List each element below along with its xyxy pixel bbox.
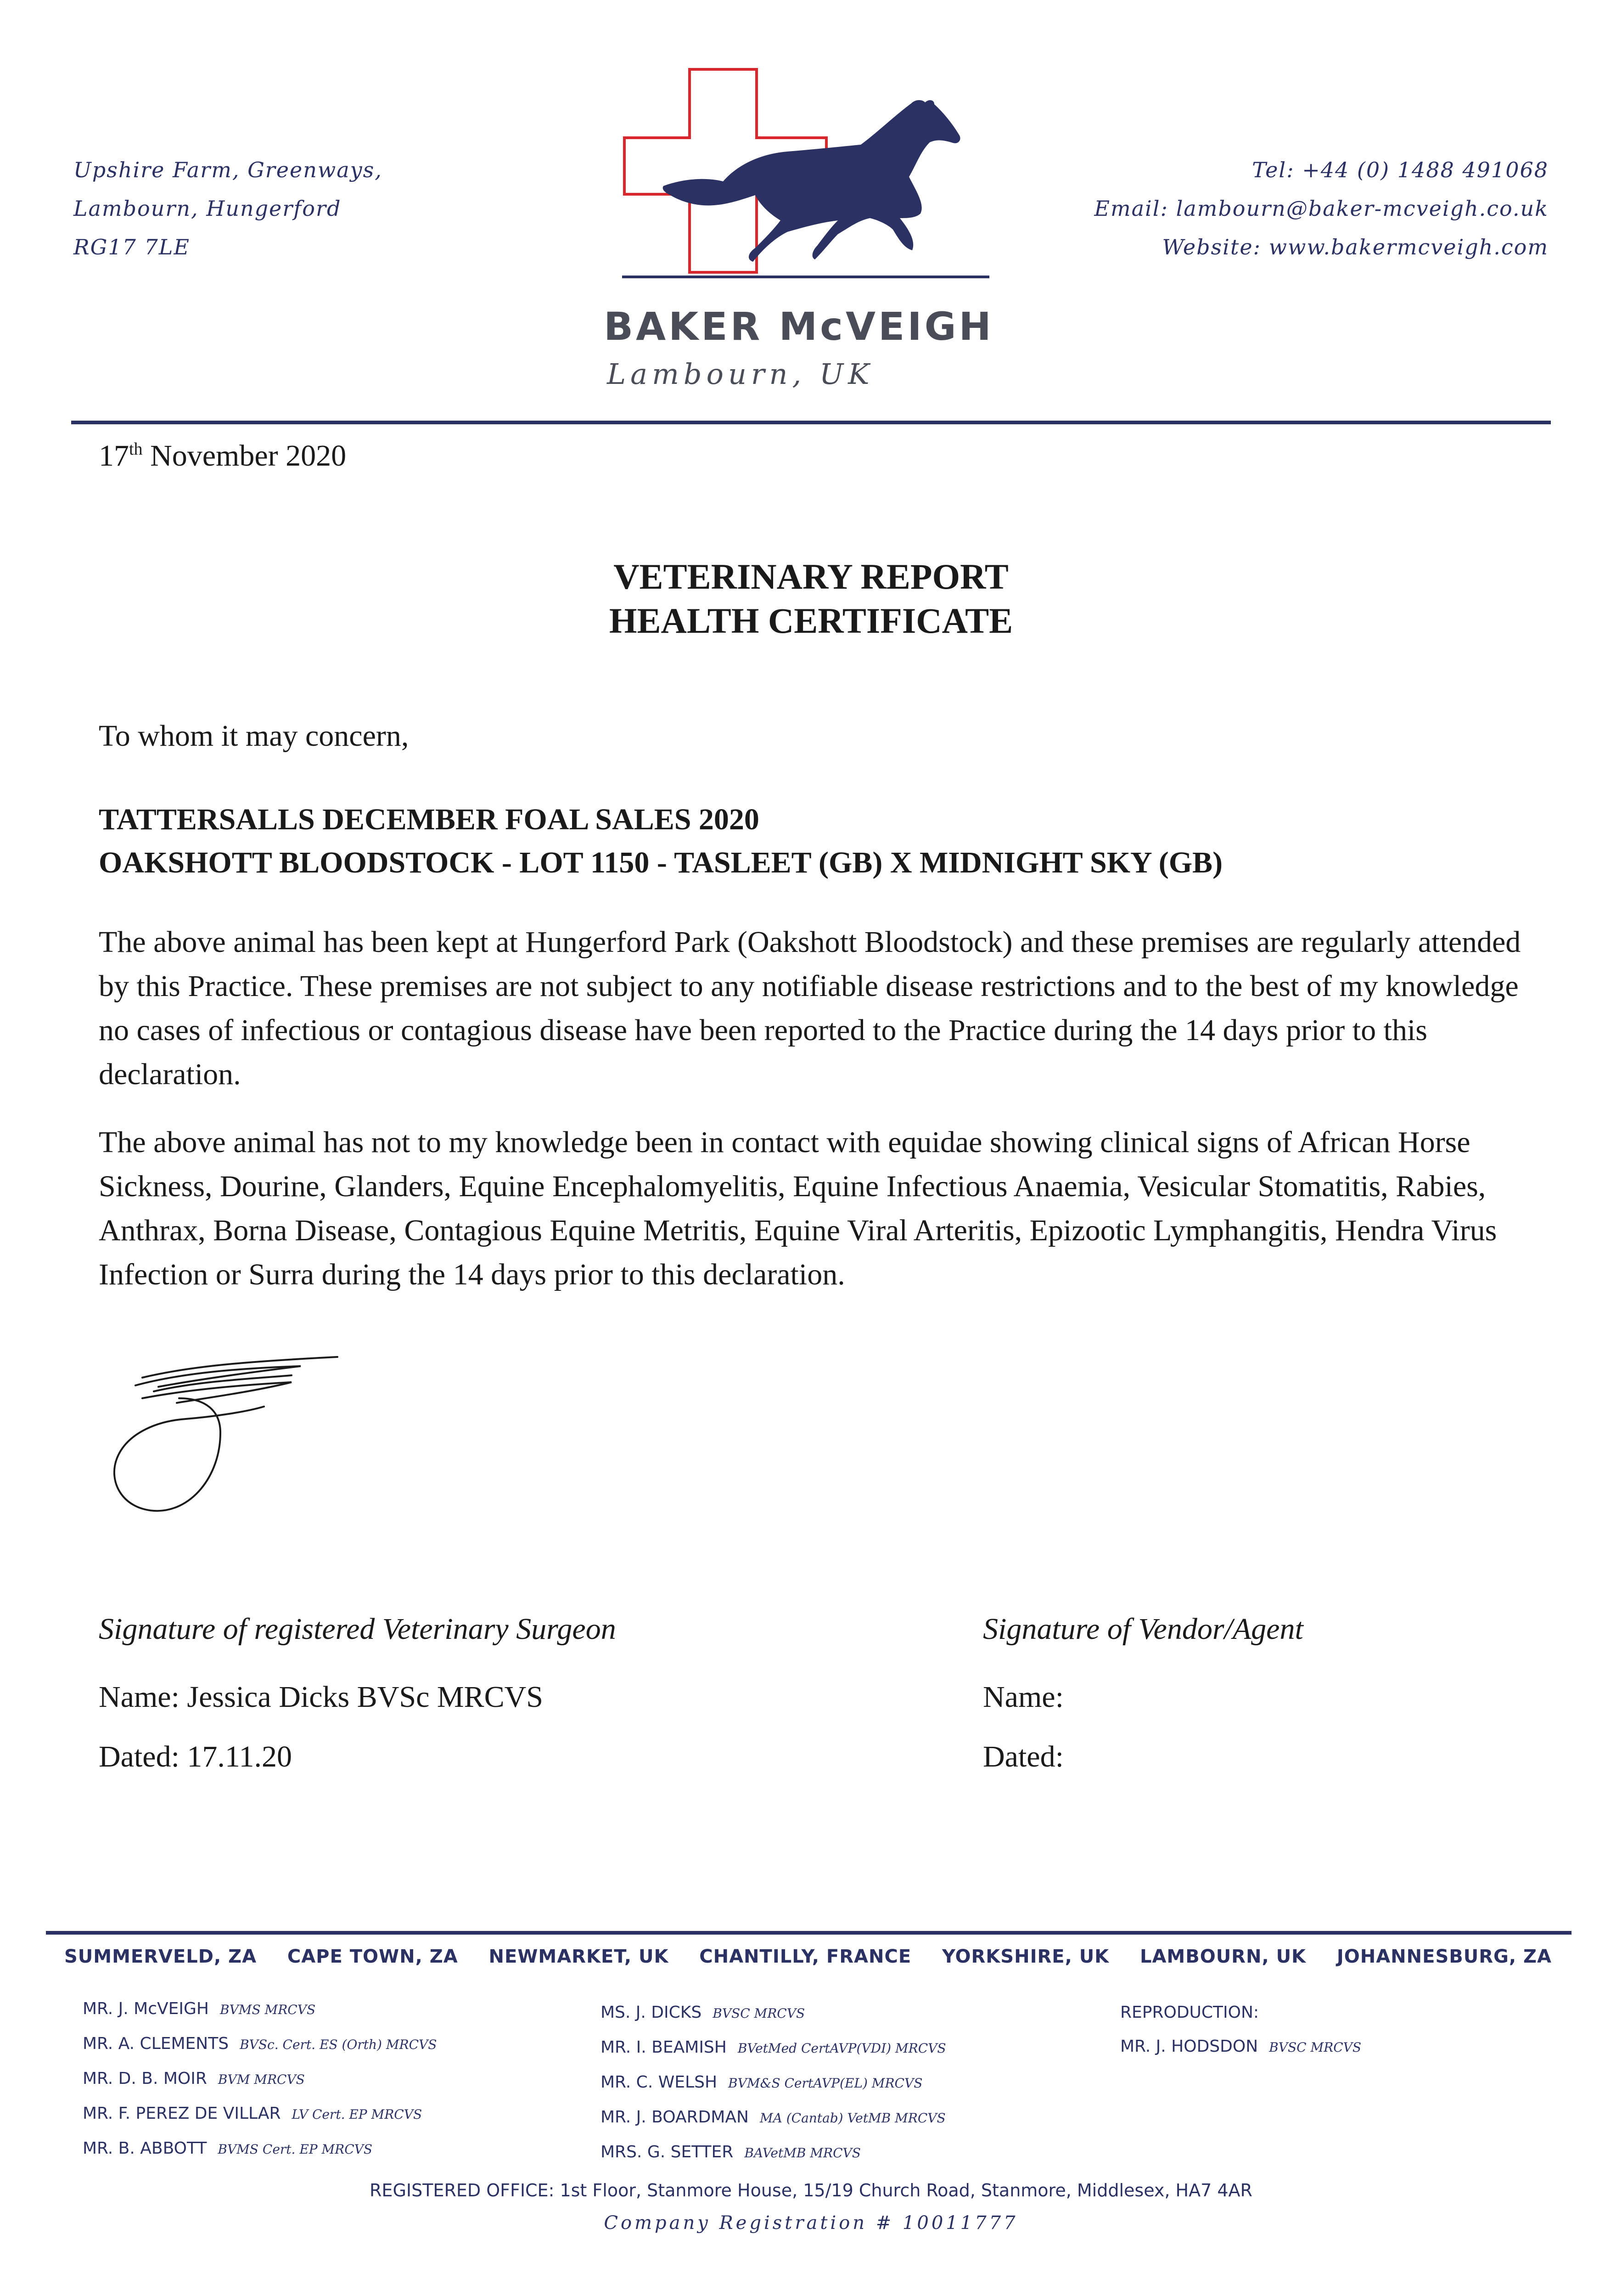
staff-qualification: BVMS MRCVS	[220, 2002, 316, 2017]
staff-name: MR. J. HODSDON	[1120, 2037, 1258, 2056]
staff-qualification: BVMS Cert. EP MRCVS	[218, 2142, 373, 2157]
date-suffix: th	[129, 439, 143, 459]
staff-entry	[83, 2097, 437, 2132]
title-line: HEALTH CERTIFICATE	[609, 601, 1013, 641]
report-title	[0, 555, 1622, 643]
company-registration: Company Registration # 10011777	[604, 2212, 1018, 2234]
location-item: SUMMERVELD, ZA	[64, 1946, 257, 1967]
footer-divider	[46, 1931, 1571, 1935]
sale-line: OAKSHOTT BLOODSTOCK - LOT 1150 - TASLEET (GB) X MIDNIGHT SKY (GB)	[99, 846, 1223, 879]
staff-entry	[601, 2031, 946, 2065]
staff-entry	[601, 1996, 946, 2031]
staff-qualification: LV Cert. EP MRCVS	[292, 2107, 422, 2122]
staff-name: MR. C. WELSH	[601, 2073, 718, 2092]
vendor-name: Name:	[983, 1680, 1064, 1714]
staff-qualification: BVSC MRCVS	[1269, 2040, 1362, 2055]
staff-entry	[601, 2100, 946, 2135]
staff-qualification: BAVetMB MRCVS	[744, 2145, 861, 2161]
email-line: Email: lambourn@baker-mcveigh.co.uk	[1094, 196, 1549, 221]
date-rest: November 2020	[150, 439, 347, 473]
report-date	[99, 439, 346, 473]
address-line: RG17 7LE	[73, 235, 190, 259]
staff-name: MR. I. BEAMISH	[601, 2038, 727, 2057]
staff-qualification: BVSc. Cert. ES (Orth) MRCVS	[240, 2037, 437, 2052]
staff-qualification: BVSC MRCVS	[713, 2006, 805, 2021]
vendor-dated: Dated:	[983, 1740, 1064, 1773]
staff-name: MS. J. DICKS	[601, 2003, 702, 2022]
title-line: VETERINARY REPORT	[613, 557, 1009, 597]
staff-entry	[83, 1992, 437, 2027]
staff-column-3	[1120, 1996, 1361, 2065]
vet-handwritten-signature	[99, 1352, 356, 1536]
staff-name: MR. A. CLEMENTS	[83, 2034, 229, 2053]
staff-qualification: MA (Cantab) VetMB MRCVS	[759, 2110, 946, 2126]
registered-office: REGISTERED OFFICE: 1st Floor, Stanmore House, 15/19 Church Road, Stanmore, Middlesex, HA7 4AR	[370, 2180, 1252, 2200]
vet-name: Name: Jessica Dicks BVSc MRCVS	[99, 1680, 543, 1714]
staff-section-heading: REPRODUCTION:	[1120, 2003, 1259, 2022]
contact-paragraph: The above animal has not to my knowledge been in contact with equidae showing clinical signs of African Horse Sickness, Dourine, Glanders, Equine Encephalomyelitis, Equine Infectious Anaemia, Vesicular Stomatitis, Rabies, Anthrax, Borna Disease, Contagious Equine Metritis, Equine Viral Arteritis, Epizootic Lymphangitis, Hendra Virus Infection or Surra during the 14 days prior to this declaration.	[99, 1125, 1497, 1291]
brand-location: Lambourn, UK	[607, 357, 874, 391]
staff-entry	[601, 2135, 946, 2170]
location-item: NEWMARKET, UK	[488, 1946, 669, 1967]
staff-name: MR. J. BOARDMAN	[601, 2108, 749, 2127]
phone-line: Tel: +44 (0) 1488 491068	[1252, 158, 1549, 182]
staff-qualification: BVM MRCVS	[218, 2072, 305, 2087]
horse-and-cross-logo-icon	[622, 67, 989, 324]
practice-address	[73, 151, 382, 266]
staff-name: MR. F. PEREZ DE VILLAR	[83, 2104, 281, 2123]
header-divider	[71, 421, 1551, 424]
staff-qualification: BVetMed CertAVP(VDI) MRCVS	[737, 2041, 946, 2056]
vendor-signature-label: Signature of Vendor/Agent	[983, 1612, 1303, 1646]
premises-paragraph: The above animal has been kept at Hungerford Park (Oakshott Bloodstock) and these premises are regularly attended by this Practice. These premises are not subject to any notifiable disease restrictions and to the best of my knowledge no cases of infectious or contagious disease have been reported to the Practice during the 14 days prior to this declaration.	[99, 925, 1521, 1091]
brand-name: BAKER McVEIGH	[604, 304, 994, 349]
address-line: Lambourn, Hungerford	[73, 196, 342, 221]
address-line: Upshire Farm, Greenways,	[73, 158, 382, 182]
location-item: CHANTILLY, FRANCE	[699, 1946, 912, 1967]
staff-name: MR. B. ABBOTT	[83, 2139, 207, 2158]
location-item: CAPE TOWN, ZA	[287, 1946, 458, 1967]
office-locations	[64, 1946, 1552, 1967]
vet-signature-label: Signature of registered Veterinary Surgeon	[99, 1612, 616, 1646]
staff-name: MR. J. McVEIGH	[83, 1999, 209, 2018]
location-item: JOHANNESBURG, ZA	[1336, 1946, 1552, 1967]
staff-column-1	[83, 1992, 437, 2167]
staff-name: MR. D. B. MOIR	[83, 2069, 207, 2088]
sale-line: TATTERSALLS DECEMBER FOAL SALES 2020	[99, 803, 759, 836]
staff-entry	[83, 2132, 437, 2167]
sale-details	[99, 798, 1223, 884]
staff-entry	[83, 2027, 437, 2062]
vet-dated: Dated: 17.11.20	[99, 1740, 292, 1773]
date-day: 17	[99, 439, 129, 473]
staff-entry	[83, 2062, 437, 2097]
website-line: Website: www.bakermcveigh.com	[1162, 235, 1549, 259]
staff-entry	[601, 2065, 946, 2100]
greeting: To whom it may concern,	[99, 719, 409, 753]
location-item: YORKSHIRE, UK	[942, 1946, 1110, 1967]
staff-column-2	[601, 1996, 946, 2170]
staff-qualification: BVM&S CertAVP(EL) MRCVS	[728, 2076, 923, 2091]
location-item: LAMBOURN, UK	[1139, 1946, 1307, 1967]
staff-entry	[1120, 2030, 1361, 2065]
staff-name: MRS. G. SETTER	[601, 2143, 734, 2161]
practice-contact	[1094, 151, 1549, 266]
